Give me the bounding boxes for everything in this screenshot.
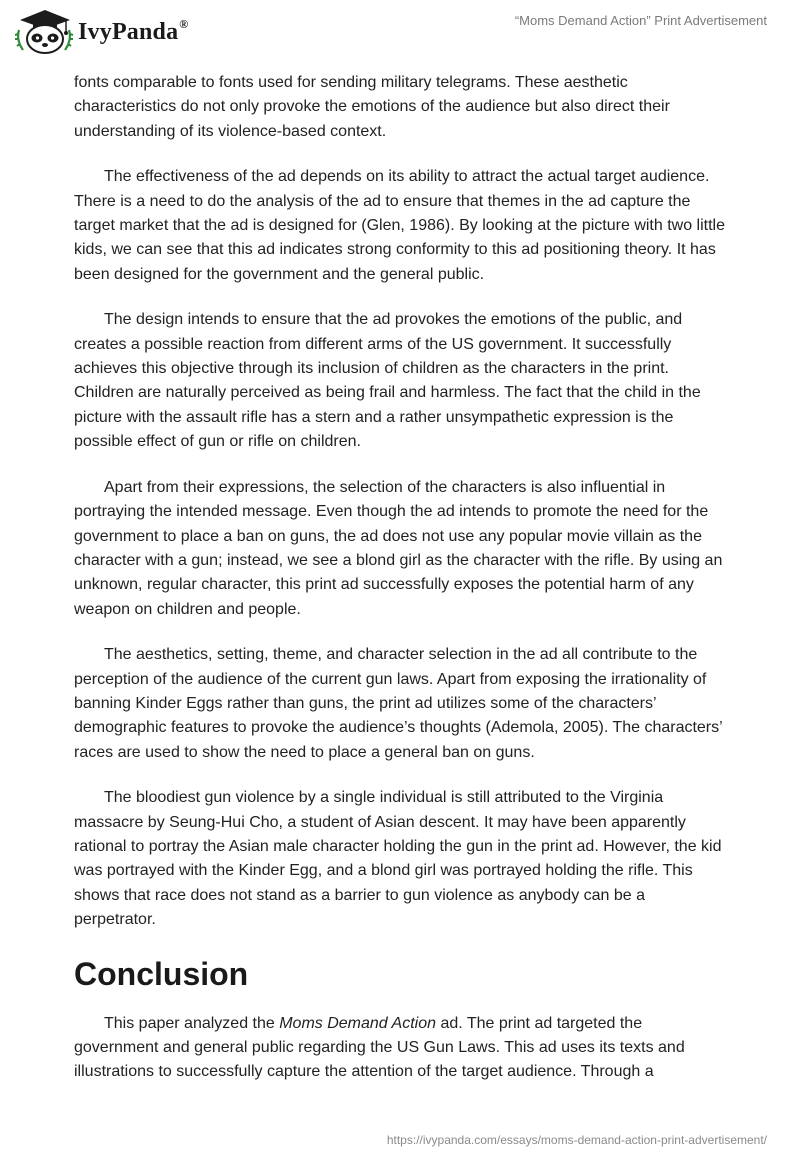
paragraph-1: fonts comparable to fonts used for sending military telegrams. These aesthetic characteristics do not only provoke the emotions of the audience but also direct their understanding of its violence-based context. — [74, 74, 670, 140]
ad-title-italic: Moms Demand Action — [279, 1014, 437, 1032]
paragraph-6: The bloodiest gun violence by a single individual is still attributed to the Virginia massacre by Seung-Hui Cho, a student of Asian descent. It may have been apparently rational to portray the Asian male character holding the gun in the print ad. However, the kid was portrayed with the Kinder Egg, and a blond girl was portrayed holding the rifle. This shows that race does not stand as a barrier to gun violence as anybody can be a perpetrator. — [74, 789, 722, 929]
conclusion-heading: Conclusion — [74, 955, 249, 992]
page-header — [0, 0, 800, 70]
registered-mark: ® — [179, 17, 189, 31]
conclusion-text-end: ad. The print ad targeted the government and general public regarding the US Gun Laws. This ad uses its texts and illustrations to successfully capture the attention of the target audience. Through a — [74, 1014, 685, 1081]
paragraph-2: The effectiveness of the ad depends on its ability to attract the actual target audience. There is a need to do the analysis of the ad to ensure that themes in the ad capture the target market that the ad is designed for (Glen, 1986). By looking at the picture with two little kids, we can see that this ad indicates strong conformity to this ad positioning theory. It has been designed for the government and the general public. — [74, 168, 726, 283]
paragraph-5: The aesthetics, setting, theme, and character selection in the ad all contribute to the perception of the audience of the current gun laws. Apart from exposing the irrationality of banning Kinder Eggs rather than guns, the print ad utilizes some of the characters’ demographic features to provoke the audience’s thoughts (Ademola, 2005). The characters’ races are used to show the need to place a general ban on guns. — [74, 646, 723, 761]
source-url[interactable]: https://ivypanda.com/essays/moms-demand-action-print-advertisement/ — [386, 1133, 767, 1147]
essay-body — [74, 71, 726, 1106]
panda-logo-icon[interactable] — [14, 8, 74, 54]
brand-name[interactable]: IvyPanda® — [78, 17, 189, 45]
paragraph-3: The design intends to ensure that the ad provokes the emotions of the public, and creates a possible reaction from different arms of the US government. It successfully achieves this objective through its inclusion of children as the characters in the print. Children are naturally perceived as being frail and harmless. The fact that the child in the picture with the assault rifle has a stern and a rather unsympathetic expression is the possible effect of gun or rifle on children. — [74, 311, 701, 451]
conclusion-text-start: This paper analyzed the — [104, 1014, 280, 1032]
document-title: “Moms Demand Action” Print Advertisement — [514, 13, 767, 28]
paragraph-4: Apart from their expressions, the selection of the characters is also influential in portraying the intended message. Even though the ad intends to promote the need for the government to place a ban on guns, the ad does not use any popular movie villain as the character with a gun; instead, we see a blond girl as the character with the rifle. By using an unknown, regular character, this print ad successfully exposes the potential harm of any weapon on children and people. — [74, 478, 723, 618]
conclusion-paragraph — [74, 1012, 726, 1085]
